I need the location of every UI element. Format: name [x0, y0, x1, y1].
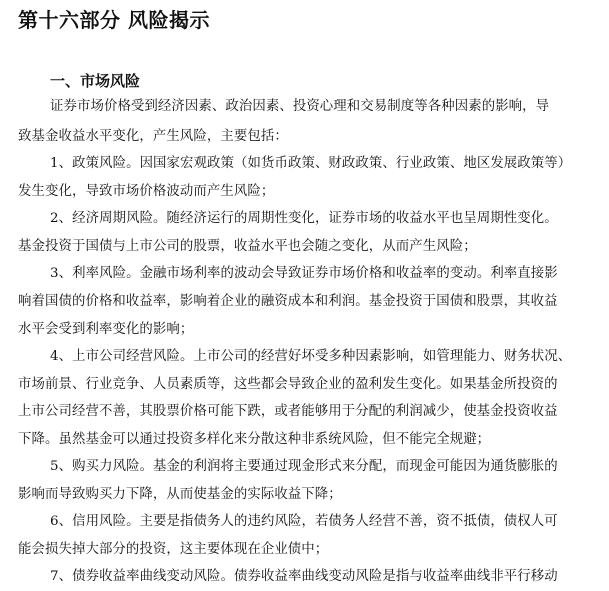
paragraph-line: 5、购买力风险。基金的利润将主要通过现金形式来分配，而现金可能因为通货膨胀的: [50, 459, 558, 474]
paragraph-line: 7、债券收益率曲线变动风险。债券收益率曲线变动风险是指与收益率曲线非平行移动: [50, 569, 558, 584]
paragraph-line: 证券市场价格受到经济因素、政治因素、投资心理和交易制度等各种因素的影响，导: [50, 99, 550, 114]
paragraph-line: 4、上市公司经营风险。上市公司的经营好坏受多种因素影响，如管理能力、财务状况、: [50, 349, 572, 364]
paragraph-line: 1、政策风险。因国家宏观政策（如货币政策、财政政策、行业政策、地区发展政策等）: [50, 156, 572, 171]
paragraph-line: 基金投资于国债与上市公司的股票，收益水平也会随之变化，从而产生风险；: [18, 239, 477, 254]
paragraph-line: 2、经济周期风险。随经济运行的周期性变化，证券市场的收益水平也呈周期性变化。: [50, 211, 558, 226]
paragraph-line: 致基金收益水平变化，产生风险，主要包括：: [18, 129, 288, 144]
paragraph-line: 响着国债的价格和收益率，影响着企业的融资成本和利润。基金投资于国债和股票，其收益: [18, 294, 558, 309]
paragraph-line: 上市公司经营不善，其股票价格可能下跌，或者能够用于分配的利润减少，使基金投资收益: [18, 404, 558, 419]
paragraph-line: 影响而导致购买力下降，从而使基金的实际收益下降；: [18, 487, 342, 502]
page-title: 第十六部分 风险揭示: [18, 8, 210, 32]
paragraph-line: 水平会受到利率变化的影响；: [18, 322, 194, 337]
section-heading-market-risk: 一、市场风险: [50, 72, 141, 90]
paragraph-line: 能会损失掉大部分的投资，这主要体现在企业债中；: [18, 542, 329, 557]
paragraph-line: 市场前景、行业竞争、人员素质等，这些都会导致企业的盈利发生变化。如果基金所投资的: [18, 377, 558, 392]
paragraph-line: 发生变化，导致市场价格波动而产生风险；: [18, 184, 275, 199]
paragraph-line: 下降。虽然基金可以通过投资多样化来分散这种非系统风险，但不能完全规避；: [18, 432, 491, 447]
paragraph-line: 6、信用风险。主要是指债务人的违约风险，若债务人经营不善，资不抵债，债权人可: [50, 514, 558, 529]
paragraph-line: 3、利率风险。金融市场利率的波动会导致证券市场价格和收益率的变动。利率直接影: [50, 266, 558, 281]
